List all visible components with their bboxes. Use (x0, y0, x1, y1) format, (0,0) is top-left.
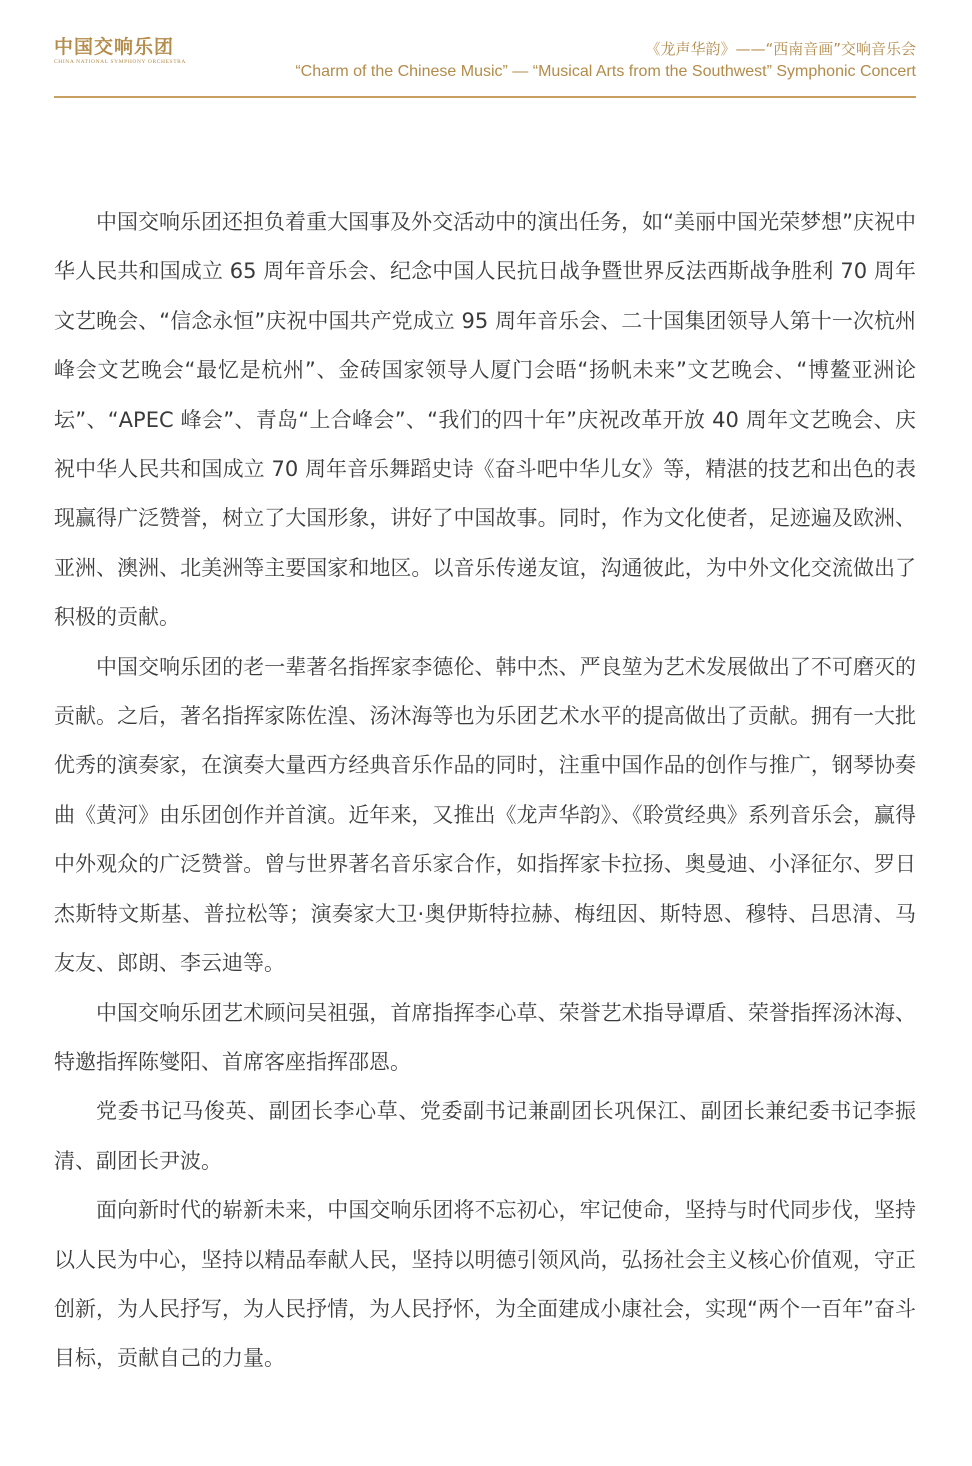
paragraph-performance-tasks: 中国交响乐团还担负着重大国事及外交活动中的演出任务，如“美丽中国光荣梦想”庆祝中华人民共和国成立 65 周年音乐会、纪念中国人民抗日战争暨世界反法西斯战争胜利 70 周年文艺晚会、“信念永恒”庆祝中国共产党成立 95 周年音乐会、二十国集团领导人第十一次杭州峰会文艺晚会“最忆是杭州”、金砖国家领导人厦门会晤“扬帆未来”文艺晚会、“博鳌亚洲论坛”、“APEC 峰会”、青岛“上合峰会”、“我们的四十年”庆祝改革开放 40 周年文艺晚会、庆祝中华人民共和国成立 70 周年音乐舞蹈史诗《奋斗吧中华儿女》等，精湛的技艺和出色的表现赢得广泛赞誉，树立了大国形象，讲好了中国故事。同时，作为文化使者，足迹遍及欧洲、亚洲、澳洲、北美洲等主要国家和地区。以音乐传递友谊，沟通彼此，为中外文化交流做出了积极的贡献。 (54, 210, 916, 630)
concert-title (295, 38, 916, 84)
header-divider (54, 96, 916, 98)
concert-title-chinese: 《龙声华韵》——“西南音画”交响音乐会 (645, 40, 916, 58)
orchestra-logo (54, 36, 214, 66)
page-header (54, 32, 916, 98)
logo-chinese-text: 中国交响乐团 (54, 36, 175, 58)
article-body (54, 198, 916, 1384)
concert-title-english: “Charm of the Chinese Music” — “Musical Arts from the Southwest” Symphonic Concert (295, 63, 916, 80)
logo-english-text: CHINA NATIONAL SYMPHONY ORCHESTRA (54, 59, 186, 65)
paragraph-history-collaborations: 中国交响乐团的老一辈著名指挥家李德伦、韩中杰、严良堃为艺术发展做出了不可磨灭的贡献。之后，著名指挥家陈佐湟、汤沐海等也为乐团艺术水平的提高做出了贡献。拥有一大批优秀的演奏家，在演奏大量西方经典音乐作品的同时，注重中国作品的创作与推广，钢琴协奏曲《黄河》由乐团创作并首演。近年来，又推出《龙声华韵》、《聆赏经典》系列音乐会，赢得中外观众的广泛赞誉。曾与世界著名音乐家合作，如指挥家卡拉扬、奥曼迪、小泽征尔、罗日杰斯特文斯基、普拉松等；演奏家大卫·奥伊斯特拉赫、梅纽因、斯特恩、穆特、吕思清、马友友、郎朗、李云迪等。 (54, 654, 916, 976)
paragraph-future-mission: 面向新时代的崭新未来，中国交响乐团将不忘初心，牢记使命，坚持与时代同步伐，坚持以人民为中心，坚持以精品奉献人民，坚持以明德引领风尚，弘扬社会主义核心价值观，守正创新，为人民抒写，为人民抒情，为人民抒怀，为全面建成小康社会，实现“两个一百年”奋斗目标，贡献自己的力量。 (54, 1198, 916, 1371)
paragraph-artistic-leadership: 中国交响乐团艺术顾问吴祖强，首席指挥李心草、荣誉艺术指导谭盾、荣誉指挥汤沐海、特邀指挥陈燮阳、首席客座指挥邵恩。 (54, 1000, 916, 1074)
paragraph-administration: 党委书记马俊英、副团长李心草、党委副书记兼副团长巩保江、副团长兼纪委书记李振清、副团长尹波。 (54, 1099, 916, 1173)
